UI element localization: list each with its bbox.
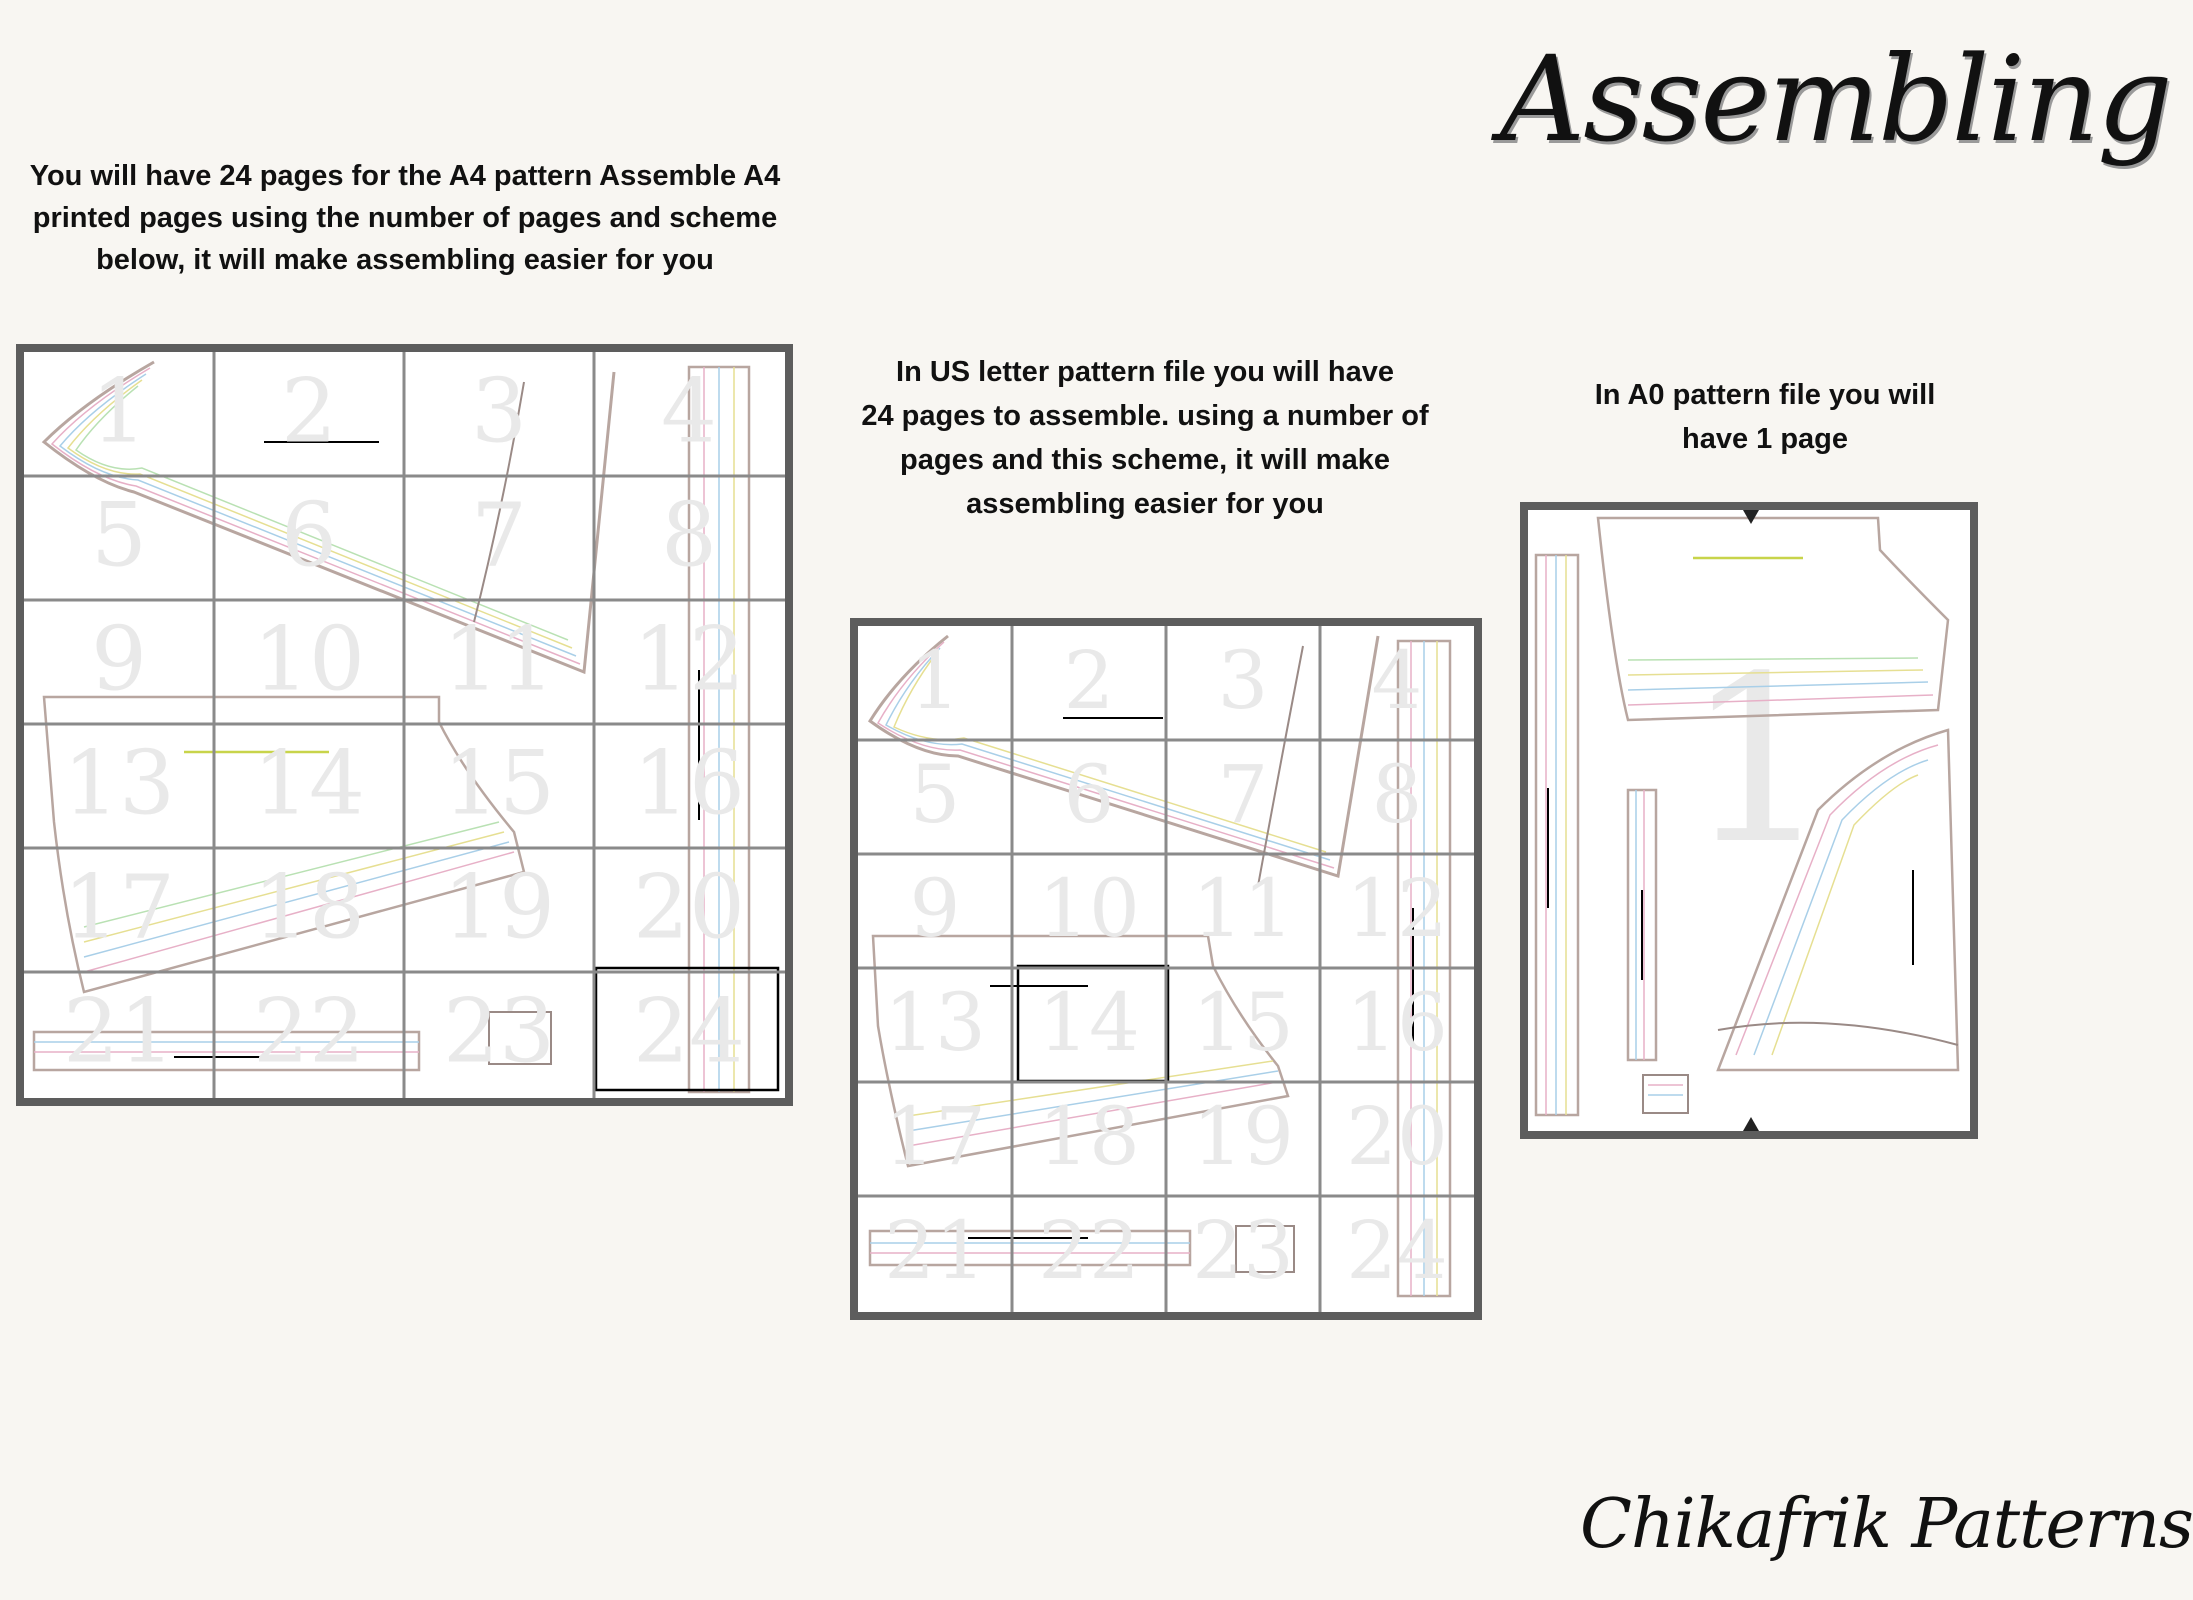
us-letter-page-number: 1	[909, 634, 961, 728]
a4-page-number: 24	[633, 979, 745, 1083]
us-letter-page-number: 17	[884, 1090, 986, 1184]
a4-heading-line: below, it will make assembling easier for you	[96, 244, 714, 276]
us-letter-page-number: 24	[1346, 1204, 1448, 1298]
a4-page-number: 15	[443, 731, 555, 835]
us-letter-heading-line: In US letter pattern file you will have	[896, 356, 1394, 388]
brand-signature: Chikafrik Patterns	[1580, 1485, 2193, 1564]
us-letter-page-number: 20	[1346, 1090, 1448, 1184]
a4-page-number: 8	[661, 483, 717, 587]
us-letter-page-number: 9	[909, 862, 961, 956]
a0-heading	[1560, 373, 1970, 461]
a4-page-number: 17	[63, 855, 175, 959]
assembling-title: Assembling	[1500, 30, 2171, 168]
a4-heading	[20, 155, 790, 281]
us-letter-page-number: 7	[1217, 748, 1269, 842]
a4-page-number: 11	[443, 607, 555, 711]
a0-layout-sheet	[1528, 510, 1970, 1131]
us-letter-heading-line: assembling easier for you	[966, 488, 1324, 520]
us-letter-page-number: 16	[1346, 976, 1448, 1070]
a4-page-number: 6	[281, 483, 337, 587]
a4-page-number: 16	[633, 731, 745, 835]
us-letter-page-number: 19	[1192, 1090, 1294, 1184]
us-letter-page-number: 22	[1038, 1204, 1140, 1298]
a4-page-number: 1	[91, 359, 147, 463]
us-letter-page-number: 4	[1371, 634, 1423, 728]
a4-layout-frame	[16, 344, 793, 1106]
us-letter-page-number: 13	[884, 976, 986, 1070]
a4-heading-line: printed pages using the number of pages and scheme	[32, 202, 778, 234]
us-letter-layout-frame	[850, 618, 1482, 1320]
us-letter-page-number: 15	[1192, 976, 1294, 1070]
a4-heading-line: You will have 24 pages for the A4 pattern Assemble A4	[29, 160, 781, 192]
us-letter-page-number: 11	[1192, 862, 1294, 956]
a0-page-number: 1	[1684, 628, 1832, 895]
us-letter-page-number: 10	[1038, 862, 1140, 956]
a0-heading-line: have 1 page	[1681, 423, 1849, 455]
us-letter-heading-line: 24 pages to assemble. using a number of	[861, 400, 1429, 432]
a4-layout-sheet	[24, 352, 785, 1098]
a0-layout-frame	[1520, 502, 1978, 1139]
a4-page-number: 19	[443, 855, 555, 959]
us-letter-page-number: 23	[1192, 1204, 1294, 1298]
a4-page-number: 2	[281, 359, 337, 463]
us-letter-page-number: 2	[1063, 634, 1115, 728]
a4-page-number: 18	[253, 855, 365, 959]
a4-page-number: 7	[471, 483, 527, 587]
a4-page-number: 20	[633, 855, 745, 959]
a0-page-numbers	[1685, 628, 1831, 895]
us-letter-layout-sheet	[858, 626, 1474, 1312]
us-letter-heading-line: pages and this scheme, it will make	[900, 444, 1390, 476]
a4-page-number: 14	[253, 731, 365, 835]
us-letter-page-number: 21	[884, 1204, 986, 1298]
a4-page-number: 5	[91, 483, 147, 587]
a4-page-number: 21	[63, 979, 175, 1083]
a4-page-number: 4	[661, 359, 717, 463]
us-letter-page-number: 18	[1038, 1090, 1140, 1184]
a4-page-number: 9	[91, 607, 147, 711]
us-letter-page-number: 12	[1346, 862, 1448, 956]
a4-page-number: 10	[253, 607, 365, 711]
us-letter-page-number: 5	[909, 748, 961, 842]
a4-page-number: 12	[633, 607, 745, 711]
a0-heading-line: In A0 pattern file you will	[1594, 379, 1936, 411]
a4-page-number: 13	[63, 731, 175, 835]
a4-page-number: 3	[471, 359, 527, 463]
us-letter-page-number: 14	[1038, 976, 1140, 1070]
us-letter-page-number: 6	[1063, 748, 1115, 842]
us-letter-heading	[850, 350, 1440, 526]
us-letter-page-number: 3	[1217, 634, 1269, 728]
a4-page-number: 22	[253, 979, 365, 1083]
us-letter-page-number: 8	[1371, 748, 1423, 842]
a4-page-number: 23	[443, 979, 555, 1083]
